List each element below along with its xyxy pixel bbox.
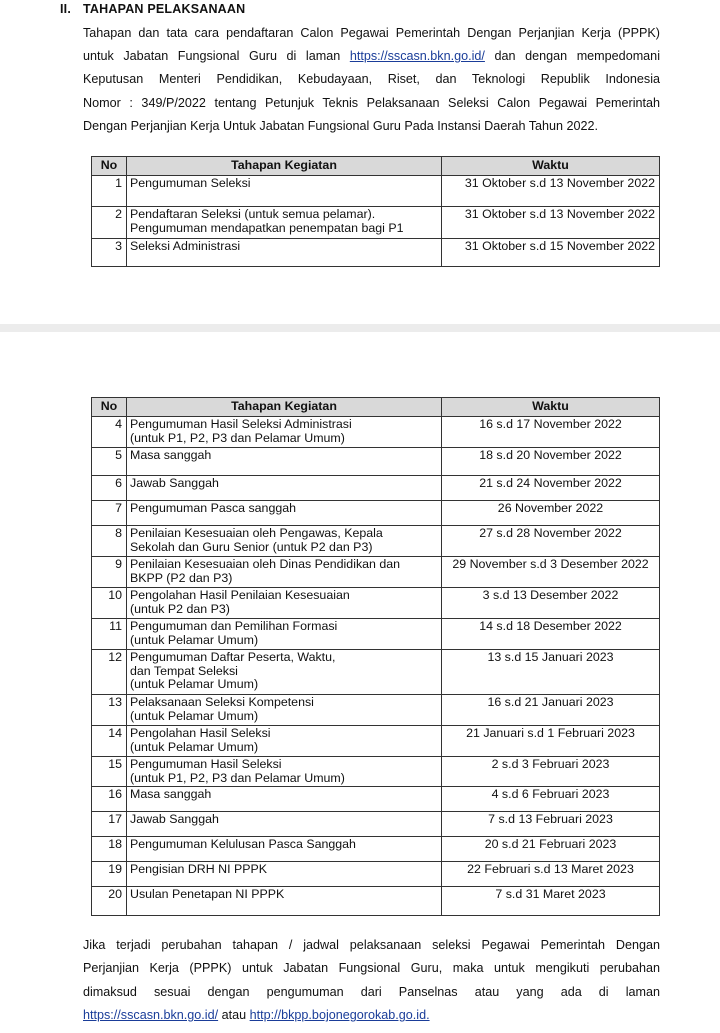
activity-line: (untuk Pelamar Umum) (130, 739, 259, 754)
row-activity (127, 526, 442, 557)
intro-paragraph (83, 22, 660, 138)
activity-line: Pengumuman mendapatkan penempatan bagi P1 (130, 220, 404, 235)
row-number: 20 (92, 887, 127, 916)
activity-line: BKPP (P2 dan P3) (130, 570, 233, 585)
intro-line: Dengan Perjanjian Kerja Untuk Jabatan Fungsional Guru Pada Instansi Daerah Tahun 2022. (83, 118, 599, 133)
row-date: 16 s.d 21 Januari 2023 (442, 695, 660, 726)
row-number: 15 (92, 757, 127, 787)
activity-line: Pengumuman dan Pemilihan Formasi (130, 619, 338, 633)
table-row (92, 812, 660, 837)
bkpp-link[interactable]: http://bkpp.bojonegorokab.go.id. (249, 1008, 430, 1023)
row-date: 31 Oktober s.d 13 November 2022 (442, 207, 660, 239)
intro-line: Tahapan dan tata cara pendaftaran Calon Pegawai Pemerintah Dengan Perjanjian Kerja (PPPK) (83, 26, 660, 40)
intro-line: Nomor : 349/P/2022 tentang Petunjuk Teknis Pelaksanaan Seleksi Calon Pegawai Pemerintah (83, 95, 660, 110)
row-number: 18 (92, 837, 127, 862)
row-activity (127, 207, 442, 239)
activity-line: dan Tempat Seleksi (130, 663, 238, 678)
row-activity (127, 837, 442, 862)
row-date: 2 s.d 3 Februari 2023 (442, 757, 660, 787)
row-activity (127, 812, 442, 837)
row-date: 16 s.d 17 November 2022 (442, 417, 660, 448)
activity-line: (untuk P2 dan P3) (130, 601, 230, 616)
row-date: 26 November 2022 (442, 501, 660, 526)
activity-line: Pengolahan Hasil Seleksi (130, 726, 271, 740)
sscasn-link[interactable]: https://sscasn.bkn.go.id/ (83, 1008, 219, 1023)
row-activity (127, 588, 442, 619)
row-activity (127, 619, 442, 650)
row-number: 3 (92, 239, 127, 267)
row-date: 22 Februari s.d 13 Maret 2023 (442, 862, 660, 887)
row-number: 8 (92, 526, 127, 557)
row-activity (127, 726, 442, 757)
row-number: 10 (92, 588, 127, 619)
sscasn-link[interactable]: https://sscasn.bkn.go.id/ (349, 49, 485, 64)
activity-line: Seleksi Administrasi (130, 239, 241, 253)
header-kegiatan: Tahapan Kegiatan (127, 398, 442, 417)
row-date: 20 s.d 21 Februari 2023 (442, 837, 660, 862)
row-date: 31 Oktober s.d 13 November 2022 (442, 176, 660, 207)
header-waktu: Waktu (442, 157, 660, 176)
table-header-row (92, 157, 660, 176)
table-row (92, 619, 660, 650)
activity-line: Pengisian DRH NI PPPK (130, 862, 268, 876)
table-row (92, 757, 660, 787)
activity-line: Jawab Sanggah (130, 476, 219, 490)
activity-line: Sekolah dan Guru Senior (untuk P2 dan P3) (130, 539, 373, 554)
row-number: 19 (92, 862, 127, 887)
outro-paragraph (83, 934, 660, 1028)
table-row (92, 650, 660, 695)
outro-line: Perjanjian Kerja (PPPK) untuk Jabatan Fungsional Guru, maka untuk mengikuti perubahan (83, 961, 660, 976)
row-number: 7 (92, 501, 127, 526)
row-date: 21 s.d 24 November 2022 (442, 476, 660, 501)
activity-line: Pengumuman Pasca sanggah (130, 501, 297, 515)
outro-line: https://sscasn.bkn.go.id/ atau http://bkpp.bojonegorokab.go.id. (83, 1008, 430, 1023)
table-row (92, 887, 660, 916)
table-row (92, 557, 660, 588)
row-activity (127, 757, 442, 787)
header-no: No (92, 398, 127, 417)
row-date: 3 s.d 13 Desember 2022 (442, 588, 660, 619)
table-row (92, 726, 660, 757)
row-date: 7 s.d 13 Februari 2023 (442, 812, 660, 837)
row-activity (127, 239, 442, 267)
row-number: 5 (92, 448, 127, 476)
table-row (92, 862, 660, 887)
row-number: 16 (92, 787, 127, 812)
table-row (92, 176, 660, 207)
row-number: 14 (92, 726, 127, 757)
row-number: 1 (92, 176, 127, 207)
outro-line: dimaksud sesuai dengan pengumuman dari Panselnas atau yang ada di laman (83, 984, 660, 999)
row-activity (127, 176, 442, 207)
row-date: 4 s.d 6 Februari 2023 (442, 787, 660, 812)
table-row (92, 588, 660, 619)
activity-line: Masa sanggah (130, 787, 212, 801)
row-activity (127, 448, 442, 476)
activity-line: Penilaian Kesesuaian oleh Pengawas, Kepala (130, 526, 383, 540)
activity-line: Pengumuman Hasil Seleksi Administrasi (130, 417, 352, 431)
row-number: 12 (92, 650, 127, 695)
row-date: 21 Januari s.d 1 Februari 2023 (442, 726, 660, 757)
table-header-row (92, 398, 660, 417)
row-date: 14 s.d 18 Desember 2022 (442, 619, 660, 650)
section-number: II. (60, 2, 72, 16)
row-activity (127, 695, 442, 726)
row-activity (127, 787, 442, 812)
activity-line: Pengumuman Kelulusan Pasca Sanggah (130, 837, 356, 851)
row-number: 13 (92, 695, 127, 726)
row-number: 11 (92, 619, 127, 650)
activity-line: Usulan Penetapan NI PPPK (130, 887, 285, 901)
row-activity (127, 887, 442, 916)
row-number: 9 (92, 557, 127, 588)
table-row (92, 501, 660, 526)
row-date: 7 s.d 31 Maret 2023 (442, 887, 660, 916)
page-divider (0, 324, 720, 332)
activity-line: Pendaftaran Seleksi (untuk semua pelamar). (130, 207, 376, 221)
table-row (92, 787, 660, 812)
activity-line: Pengumuman Daftar Peserta, Waktu, (130, 650, 336, 664)
activity-line: Masa sanggah (130, 448, 212, 462)
activity-line: Pengolahan Hasil Penilaian Kesesuaian (130, 588, 350, 602)
table-row (92, 239, 660, 267)
table-row (92, 207, 660, 239)
row-activity (127, 862, 442, 887)
row-activity (127, 501, 442, 526)
header-waktu: Waktu (442, 398, 660, 417)
row-date: 18 s.d 20 November 2022 (442, 448, 660, 476)
activity-line: (untuk P1, P2, P3 dan Pelamar Umum) (130, 770, 345, 785)
activity-line: Pengumuman Hasil Seleksi (130, 757, 282, 771)
header-kegiatan: Tahapan Kegiatan (127, 157, 442, 176)
row-activity (127, 650, 442, 695)
intro-line: Keputusan Menteri Pendidikan, Kebudayaan, Riset, dan Teknologi Republik Indonesia (83, 72, 660, 87)
row-number: 6 (92, 476, 127, 501)
activity-line: Penilaian Kesesuaian oleh Dinas Pendidikan dan (130, 557, 401, 571)
table-row (92, 837, 660, 862)
row-number: 17 (92, 812, 127, 837)
activity-line: (untuk P1, P2, P3 dan Pelamar Umum) (130, 430, 345, 445)
row-activity (127, 476, 442, 501)
row-number: 4 (92, 417, 127, 448)
activity-line: Jawab Sanggah (130, 812, 219, 826)
row-date: 27 s.d 28 November 2022 (442, 526, 660, 557)
activity-line: Pengumuman Seleksi (130, 176, 251, 190)
table-row (92, 417, 660, 448)
outro-line: Jika terjadi perubahan tahapan / jadwal pelaksanaan seleksi Pegawai Pemerintah Dengan (83, 938, 660, 952)
row-date: 13 s.d 15 Januari 2023 (442, 650, 660, 695)
header-no: No (92, 157, 127, 176)
schedule-table-2 (91, 397, 660, 916)
table-row (92, 448, 660, 476)
table-row (92, 526, 660, 557)
activity-line: (untuk Pelamar Umum) (130, 632, 259, 647)
row-number: 2 (92, 207, 127, 239)
table-row (92, 476, 660, 501)
activity-line: Pelaksanaan Seleksi Kompetensi (130, 695, 314, 709)
row-activity (127, 417, 442, 448)
section-title: TAHAPAN PELAKSANAAN (83, 2, 246, 16)
section-heading (60, 2, 245, 16)
schedule-table-1 (91, 156, 660, 267)
row-date: 29 November s.d 3 Desember 2022 (442, 557, 660, 588)
table-row (92, 695, 660, 726)
intro-line: untuk Jabatan Fungsional Guru di laman https://sscasn.bkn.go.id/ dan dengan mempedomani (83, 49, 660, 64)
activity-line: (untuk Pelamar Umum) (130, 677, 259, 691)
row-date: 31 Oktober s.d 15 November 2022 (442, 239, 660, 267)
row-activity (127, 557, 442, 588)
activity-line: (untuk Pelamar Umum) (130, 708, 259, 723)
